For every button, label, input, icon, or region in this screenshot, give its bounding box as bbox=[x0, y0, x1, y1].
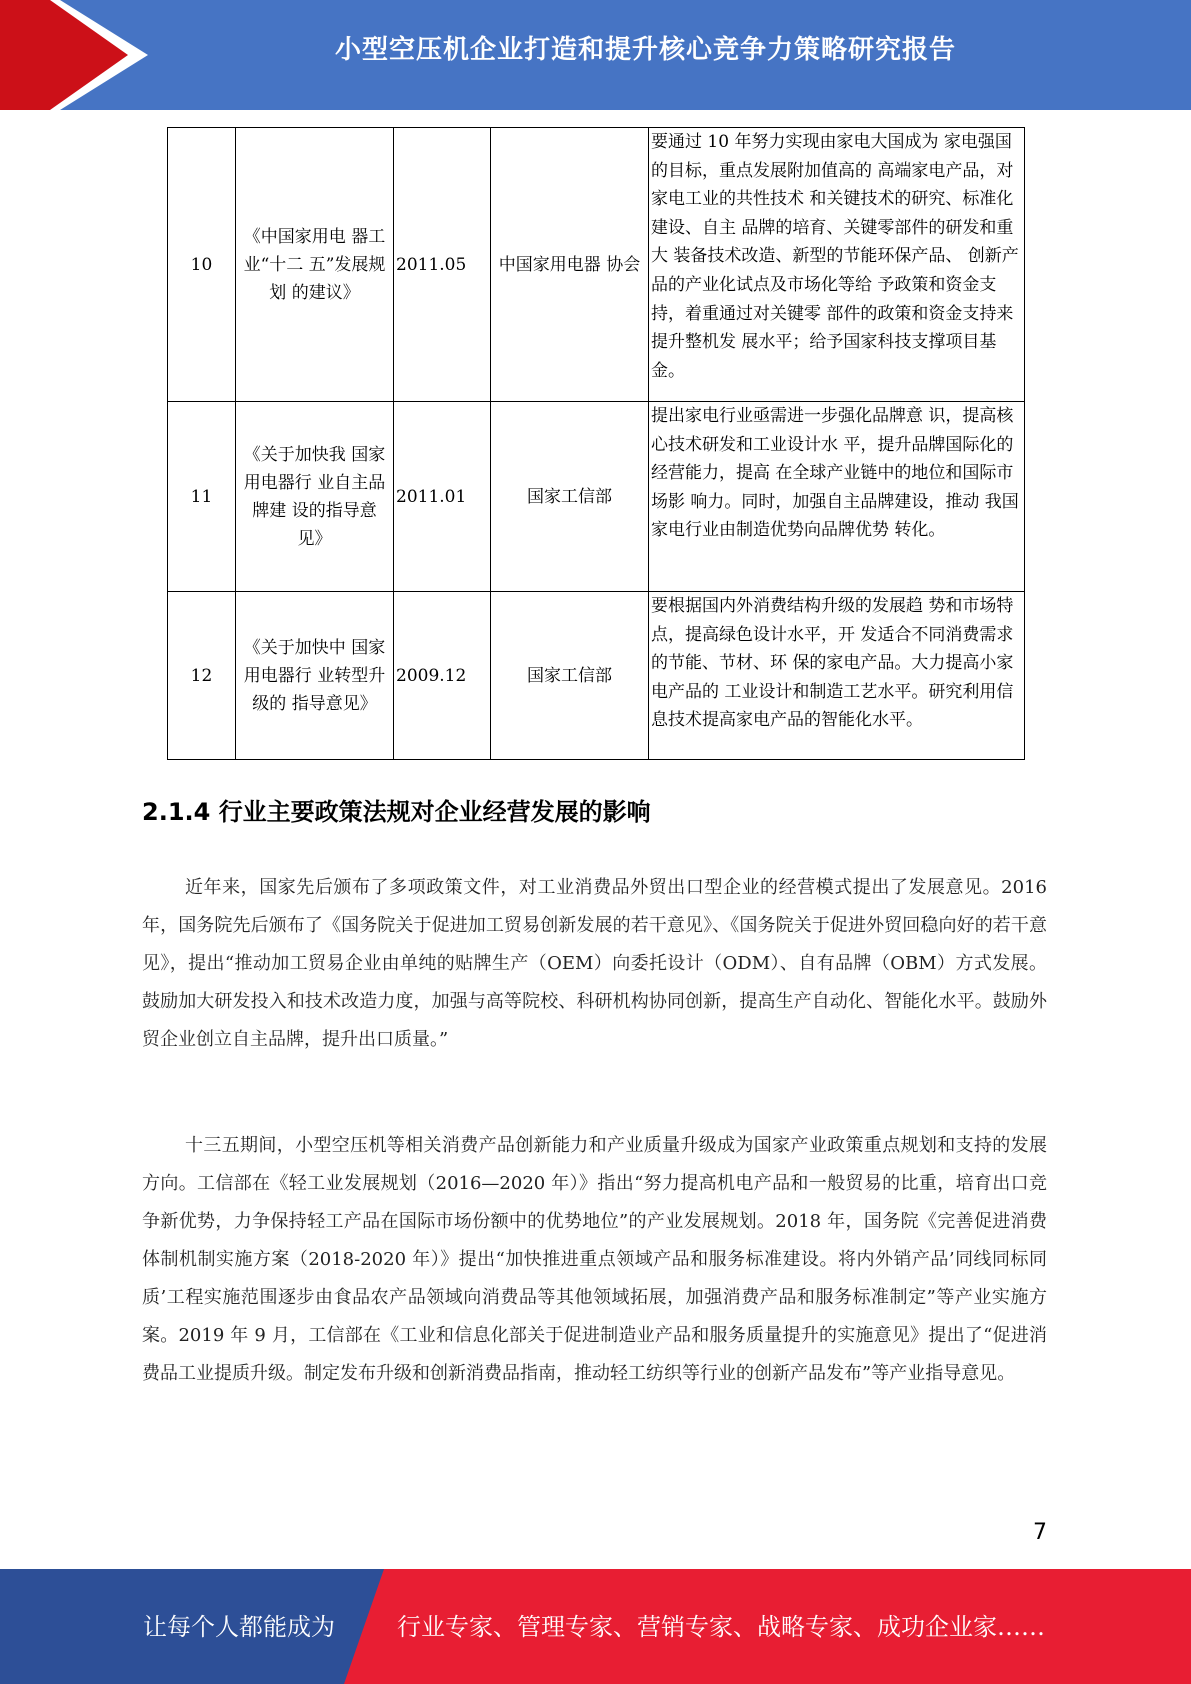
table-row bbox=[168, 592, 1025, 760]
policy-date: 2011.05 bbox=[394, 128, 491, 402]
policy-name: 《关于加快中 国家用电器行 业转型升级的 指导意见》 bbox=[236, 592, 394, 760]
page-number: 7 bbox=[1033, 1520, 1047, 1545]
header-red-arrow bbox=[0, 0, 150, 110]
page-footer bbox=[0, 1569, 1191, 1684]
footer-slogan-right: 行业专家、管理专家、营销专家、战略专家、成功企业家…… bbox=[397, 1613, 1045, 1641]
report-title: 小型空压机企业打造和提升核心竞争力策略研究报告 bbox=[334, 35, 956, 65]
body-paragraph: 十三五期间，小型空压机等相关消费产品创新能力和产业质量升级成为国家产业政策重点规划和支持的发展方向。工信部在《轻工业发展规划（2016—2020 年）》指出“努力提高机电产品和一般贸易的比重，培育出口竞争新优势，力争保持轻工产品在国际市场份额中的优势地位”的产业发展规划。2018 年，国务院《完善促进消费体制机制实施方案（2018-2020 年）》提出“加快推进重点领域产品和服务标准建设。将内外销产品’同线同标同质’工程实施范围逐步由食品农产品领域向消费品等其他领域拓展，加强消费产品和服务标准制定”等产业实施方案。2019 年 9 月，工信部在《工业和信息化部关于促进制造业产品和服务质量提升的实施意见》提出了“促进消费品工业提质升级。制定发布升级和创新消费品指南，推动轻工纺织等行业的创新产品发布”等产业指导意见。 bbox=[142, 1135, 1047, 1384]
row-number: 11 bbox=[168, 402, 236, 592]
section-heading: 2.1.4 行业主要政策法规对企业经营发展的影响 bbox=[142, 798, 651, 826]
row-number: 10 bbox=[168, 128, 236, 402]
policy-date: 2009.12 bbox=[394, 592, 491, 760]
row-number: 12 bbox=[168, 592, 236, 760]
footer-slogan-left: 让每个人都能成为 bbox=[143, 1613, 335, 1641]
issuing-organization: 国家工信部 bbox=[491, 402, 649, 592]
policy-date: 2011.01 bbox=[394, 402, 491, 592]
table-row bbox=[168, 402, 1025, 592]
table-row bbox=[168, 128, 1025, 402]
policy-content: 要通过 10 年努力实现由家电大国成为 家电强国的目标，重点发展附加值高的 高端家电产品，对家电工业的共性技术 和关键技术的研究、标准化建设、自主 品牌的培育、关键零部件的研发和重大 装备技术改造、新型的节能环保产品、 创新产品的产业化试点及市场化等给 予政策和资金支持，着重通过对关键零 部件的政策和资金支持来提升整机发 展水平；给予国家科技支撑项目基金。 bbox=[649, 128, 1025, 402]
policy-name: 《关于加快我 国家用电器行 业自主品牌建 设的指导意 见》 bbox=[236, 402, 394, 592]
body-paragraph: 近年来，国家先后颁布了多项政策文件，对工业消费品外贸出口型企业的经营模式提出了发展意见。2016 年，国务院先后颁布了《国务院关于促进加工贸易创新发展的若干意见》、《国务院关于促进外贸回稳向好的若干意见》，提出“推动加工贸易企业由单纯的贴牌生产（OEM）向委托设计（ODM）、自有品牌（OBM）方式发展。鼓励加大研发投入和技术改造力度，加强与高等院校、科研机构协同创新，提高生产自动化、智能化水平。鼓励外贸企业创立自主品牌，提升出口质量。” bbox=[142, 877, 1047, 1050]
issuing-organization: 中国家用电器 协会 bbox=[491, 128, 649, 402]
policy-content: 提出家电行业亟需进一步强化品牌意 识，提高核心技术研发和工业设计水 平，提升品牌国际化的经营能力，提高 在全球产业链中的地位和国际市场影 响力。同时，加强自主品牌建设，推动 我国家电行业由制造优势向品牌优势 转化。 bbox=[649, 402, 1025, 592]
policy-table bbox=[167, 127, 1025, 760]
issuing-organization: 国家工信部 bbox=[491, 592, 649, 760]
policy-content: 要根据国内外消费结构升级的发展趋 势和市场特点，提高绿色设计水平，开 发适合不同消费需求的节能、节材、环 保的家电产品。大力提高小家电产品的 工业设计和制造工艺水平。研究利用信 息技术提高家电产品的智能化水平。 bbox=[649, 592, 1025, 760]
policy-name: 《中国家用电 器工业“十二 五”发展规划 的建议》 bbox=[236, 128, 394, 402]
page-header bbox=[0, 0, 1191, 110]
